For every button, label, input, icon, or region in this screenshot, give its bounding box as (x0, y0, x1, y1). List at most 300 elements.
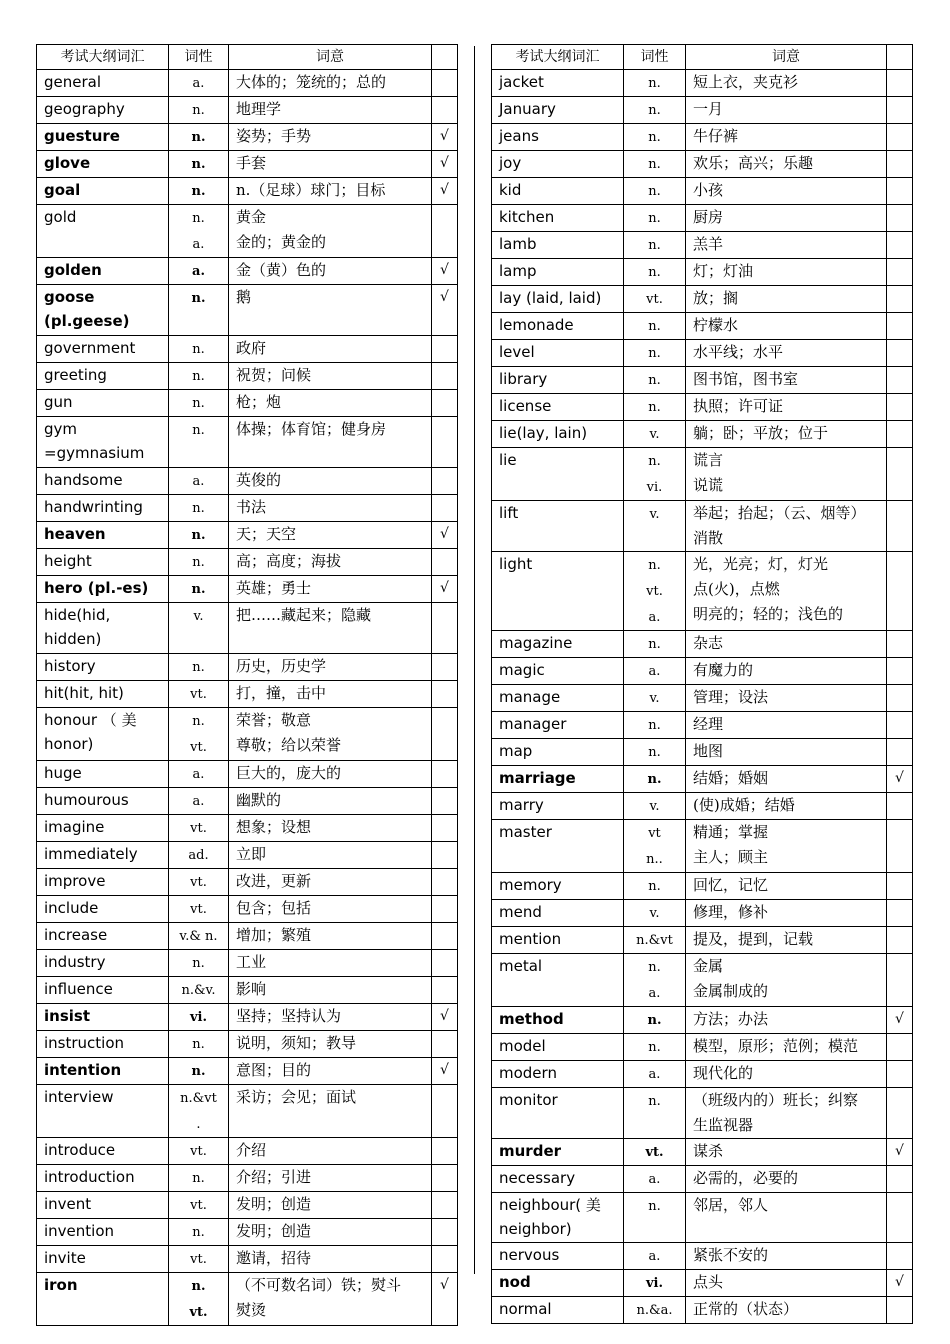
vocab-word: humourous (37, 788, 169, 815)
part-of-speech (169, 761, 229, 788)
checkmark (432, 896, 458, 923)
part-of-speech (624, 124, 686, 151)
vocab-word: January (492, 97, 624, 124)
part-of-speech (169, 1246, 229, 1273)
pos-line: v. (649, 906, 660, 921)
meaning (686, 124, 887, 151)
pos-line: n. (192, 1171, 205, 1186)
pos-line: n.. (646, 852, 663, 867)
table-row (37, 495, 458, 522)
meaning-line: 修理，修补 (693, 903, 769, 921)
vocab-word: magazine (492, 631, 624, 658)
table-row (492, 1166, 913, 1193)
table-row (37, 205, 458, 258)
table-row (492, 552, 913, 631)
meaning (686, 1061, 887, 1088)
pos-line: n. (191, 1064, 206, 1079)
meaning-line: 说明，须知；教导 (236, 1034, 357, 1052)
part-of-speech (624, 1061, 686, 1088)
meaning-line: 熨烫 (236, 1301, 267, 1319)
pos-line: n. (192, 423, 205, 438)
checkmark: √ (432, 285, 458, 336)
table-row (492, 1139, 913, 1166)
checkmark: √ (887, 1270, 913, 1297)
part-of-speech (169, 97, 229, 124)
pos-line: n. (648, 558, 661, 573)
table-row (37, 869, 458, 896)
checkmark (887, 1061, 913, 1088)
vocab-word: lift (492, 501, 624, 552)
table-row (37, 1085, 458, 1138)
meaning (686, 793, 887, 820)
meaning-line: 工业 (236, 953, 267, 971)
meaning-line: 枪；炮 (236, 393, 282, 411)
meaning (229, 869, 432, 896)
header-meaning: 词意 (686, 45, 887, 70)
meaning (686, 552, 887, 631)
meaning-line: 大体的；笼统的；总的 (236, 73, 387, 91)
pos-line: n.&vt (636, 933, 673, 948)
checkmark (432, 549, 458, 576)
part-of-speech (624, 501, 686, 552)
vocab-word: lie(lay, lain) (492, 421, 624, 448)
checkmark (432, 390, 458, 417)
meaning (229, 1004, 432, 1031)
meaning (229, 923, 432, 950)
part-of-speech (624, 685, 686, 712)
vocab-word: neighbour( 美 neighbor) (492, 1193, 624, 1243)
checkmark (432, 1031, 458, 1058)
meaning-line: 明亮的；轻的；浅色的 (693, 605, 844, 623)
meaning (229, 495, 432, 522)
pos-line: n. (647, 772, 662, 787)
part-of-speech (624, 954, 686, 1007)
part-of-speech (169, 1219, 229, 1246)
meaning (686, 900, 887, 927)
vocab-word: master (492, 820, 624, 873)
part-of-speech (169, 151, 229, 178)
pos-line: n. (648, 130, 661, 145)
pos-line: n.&v. (181, 983, 216, 998)
meaning (686, 712, 887, 739)
table-row (37, 950, 458, 977)
part-of-speech (169, 70, 229, 97)
vocab-word: imagine (37, 815, 169, 842)
meaning-line: 发明；创造 (236, 1195, 312, 1213)
meaning-line: 必需的，必要的 (693, 1169, 799, 1187)
meaning-line: 祝贺；问候 (236, 366, 312, 384)
pos-line: a. (192, 76, 205, 91)
part-of-speech (624, 313, 686, 340)
meaning-line: 巨大的，庞大的 (236, 764, 342, 782)
part-of-speech (624, 367, 686, 394)
meaning-line: 英俊的 (236, 471, 282, 489)
vocab-word: mend (492, 900, 624, 927)
checkmark (887, 448, 913, 501)
part-of-speech (624, 1007, 686, 1034)
pos-line: v. (193, 609, 204, 624)
table-row (37, 603, 458, 654)
vocab-word: intention (37, 1058, 169, 1085)
vocab-table-left (36, 44, 458, 1326)
meaning-line: 邀请，招待 (236, 1249, 312, 1267)
meaning-line: 介绍；引进 (236, 1168, 312, 1186)
pos-line: n.&a. (636, 1303, 673, 1318)
meaning-line: 意图；目的 (236, 1061, 312, 1079)
meaning-line: 短上衣，夹克衫 (693, 73, 799, 91)
vocab-word: goose (pl.geese) (37, 285, 169, 336)
meaning-line: 执照；许可证 (693, 397, 784, 415)
table-row (492, 70, 913, 97)
pos-line: n. (648, 400, 661, 415)
table-row (37, 576, 458, 603)
vocab-word: geography (37, 97, 169, 124)
pos-line: vi. (645, 1276, 664, 1291)
pos-line: n. (191, 130, 206, 145)
table-row (37, 896, 458, 923)
part-of-speech (624, 70, 686, 97)
table-row (37, 1058, 458, 1085)
table-row (37, 1031, 458, 1058)
meaning-line: 欢乐；高兴；乐趣 (693, 154, 814, 172)
pos-line: n. (648, 454, 661, 469)
vocab-word: introduction (37, 1165, 169, 1192)
checkmark (887, 685, 913, 712)
meaning (229, 1165, 432, 1192)
meaning (229, 178, 432, 205)
vocab-word: normal (492, 1297, 624, 1324)
part-of-speech (624, 97, 686, 124)
part-of-speech (624, 448, 686, 501)
pos-line: n. (648, 960, 661, 975)
vocab-word: hit(hit, hit) (37, 681, 169, 708)
vocab-word: gym =gymnasium (37, 417, 169, 468)
part-of-speech (169, 1273, 229, 1326)
table-row (37, 336, 458, 363)
checkmark (887, 151, 913, 178)
pos-line: vt. (646, 584, 663, 599)
checkmark (432, 681, 458, 708)
checkmark (887, 367, 913, 394)
checkmark: √ (432, 124, 458, 151)
table-row (492, 658, 913, 685)
pos-line: n. (648, 346, 661, 361)
meaning (229, 1138, 432, 1165)
pos-line: n. (648, 637, 661, 652)
checkmark: √ (432, 522, 458, 549)
pos-line: n. (648, 157, 661, 172)
table-row (37, 468, 458, 495)
meaning-line: 小孩 (693, 181, 724, 199)
vocab-word: model (492, 1034, 624, 1061)
checkmark (432, 977, 458, 1004)
meaning (229, 977, 432, 1004)
part-of-speech (169, 336, 229, 363)
pos-line: n. (192, 714, 205, 729)
checkmark: √ (432, 178, 458, 205)
checkmark (432, 468, 458, 495)
vocab-word: immediately (37, 842, 169, 869)
meaning-line: 改进，更新 (236, 872, 312, 890)
pos-line: n. (192, 1225, 205, 1240)
table-row (492, 1243, 913, 1270)
meaning-line: 尊敬；给以荣誉 (236, 736, 342, 754)
meaning (229, 390, 432, 417)
header-mark (432, 45, 458, 70)
table-row (492, 1061, 913, 1088)
table-row (37, 97, 458, 124)
meaning-line: 天；天空 (236, 525, 297, 543)
pos-line: n. (648, 879, 661, 894)
pos-line: n. (192, 396, 205, 411)
pos-line: a. (192, 264, 205, 279)
part-of-speech (624, 766, 686, 793)
meaning (686, 1166, 887, 1193)
meaning-line: 点(火)，点燃 (693, 580, 780, 598)
meaning (229, 417, 432, 468)
table-row (492, 739, 913, 766)
part-of-speech (624, 421, 686, 448)
table-row (37, 681, 458, 708)
pos-line: vt (648, 826, 661, 841)
meaning (229, 522, 432, 549)
meaning-line: 增加；繁殖 (236, 926, 312, 944)
vocab-word: gun (37, 390, 169, 417)
table-row (492, 97, 913, 124)
vocab-word: instruction (37, 1031, 169, 1058)
meaning (229, 205, 432, 258)
part-of-speech (624, 900, 686, 927)
checkmark (887, 1243, 913, 1270)
meaning (686, 820, 887, 873)
meaning (686, 1270, 887, 1297)
meaning-line: 邻居，邻人 (693, 1196, 769, 1214)
checkmark (432, 495, 458, 522)
header-pos: 词性 (624, 45, 686, 70)
part-of-speech (624, 793, 686, 820)
pos-line: n. (648, 265, 661, 280)
pos-line: vi. (189, 1010, 208, 1025)
header-meaning: 词意 (229, 45, 432, 70)
table-row (492, 205, 913, 232)
meaning-line: 把……藏起来；隐藏 (236, 606, 372, 624)
checkmark (887, 313, 913, 340)
vocab-word: light (492, 552, 624, 631)
part-of-speech (169, 842, 229, 869)
vocab-word: monitor (492, 1088, 624, 1139)
meaning-line: （班级内的）班长；纠察 (693, 1091, 859, 1109)
meaning (229, 124, 432, 151)
vocab-word: insist (37, 1004, 169, 1031)
table-row (492, 340, 913, 367)
meaning (686, 232, 887, 259)
part-of-speech (169, 1085, 229, 1138)
vocab-word: license (492, 394, 624, 421)
meaning-line: 点头 (693, 1273, 724, 1291)
table-row (37, 1273, 458, 1326)
part-of-speech (624, 394, 686, 421)
part-of-speech (624, 552, 686, 631)
part-of-speech (169, 869, 229, 896)
meaning-line: 结婚；婚姻 (693, 769, 769, 787)
meaning (229, 1273, 432, 1326)
table-row (37, 1219, 458, 1246)
meaning (686, 1139, 887, 1166)
checkmark (887, 259, 913, 286)
meaning-line: 模型，原形；范例；模范 (693, 1037, 859, 1055)
meaning (229, 258, 432, 285)
vocab-word: guesture (37, 124, 169, 151)
part-of-speech (169, 1031, 229, 1058)
pos-line: vt. (190, 875, 207, 890)
vocab-word: method (492, 1007, 624, 1034)
vocab-word: huge (37, 761, 169, 788)
checkmark (887, 900, 913, 927)
checkmark: √ (887, 1007, 913, 1034)
part-of-speech (624, 873, 686, 900)
part-of-speech (624, 658, 686, 685)
checkmark (887, 1166, 913, 1193)
meaning (229, 1031, 432, 1058)
vocab-word: metal (492, 954, 624, 1007)
meaning-line: 金的；黄金的 (236, 233, 327, 251)
vocab-word: invention (37, 1219, 169, 1246)
meaning-line: 放；搁 (693, 289, 739, 307)
pos-line: n. (648, 1199, 661, 1214)
pos-line: vt. (190, 821, 207, 836)
meaning (229, 603, 432, 654)
vocab-word: joy (492, 151, 624, 178)
header-word: 考试大纲词汇 (492, 45, 624, 70)
meaning-line: (使)成婚；结婚 (693, 796, 795, 814)
meaning (229, 654, 432, 681)
checkmark (432, 1085, 458, 1138)
vocab-word: include (37, 896, 169, 923)
meaning-line: 介绍 (236, 1141, 267, 1159)
part-of-speech (169, 603, 229, 654)
meaning-line: 英雄；勇士 (236, 579, 312, 597)
table-row (492, 766, 913, 793)
pos-line: vt. (645, 1145, 664, 1160)
vocab-word: marriage (492, 766, 624, 793)
checkmark (887, 421, 913, 448)
part-of-speech (624, 820, 686, 873)
table-row (37, 761, 458, 788)
vocab-word: glove (37, 151, 169, 178)
table-row (492, 501, 913, 552)
part-of-speech (624, 927, 686, 954)
vocab-word: manage (492, 685, 624, 712)
meaning-line: 柠檬水 (693, 316, 739, 334)
meaning (686, 501, 887, 552)
vocab-word: honour （ 美 honor) (37, 708, 169, 761)
meaning-line: 金（黄）色的 (236, 261, 327, 279)
meaning-line: 消散 (693, 529, 724, 547)
pos-line: vt. (190, 1252, 207, 1267)
vocab-word: jacket (492, 70, 624, 97)
meaning (686, 97, 887, 124)
table-row (492, 1270, 913, 1297)
table-header-row (492, 45, 913, 70)
vocab-word: manager (492, 712, 624, 739)
part-of-speech (169, 923, 229, 950)
meaning (229, 815, 432, 842)
table-row (492, 873, 913, 900)
part-of-speech (624, 1243, 686, 1270)
pos-line: n. (647, 1013, 662, 1028)
checkmark: √ (432, 1004, 458, 1031)
meaning (229, 336, 432, 363)
vocab-word: height (37, 549, 169, 576)
checkmark (432, 788, 458, 815)
pos-line: a. (648, 1249, 661, 1264)
table-row (37, 178, 458, 205)
vocab-word: history (37, 654, 169, 681)
meaning (686, 873, 887, 900)
meaning (229, 896, 432, 923)
checkmark (887, 178, 913, 205)
checkmark (432, 417, 458, 468)
part-of-speech (624, 1297, 686, 1324)
part-of-speech (624, 340, 686, 367)
part-of-speech (169, 363, 229, 390)
checkmark (887, 97, 913, 124)
table-row (37, 788, 458, 815)
checkmark (887, 712, 913, 739)
meaning-line: 回忆，记忆 (693, 876, 769, 894)
meaning (229, 97, 432, 124)
meaning (229, 842, 432, 869)
checkmark: √ (887, 1139, 913, 1166)
part-of-speech (624, 259, 686, 286)
meaning-line: 包含；包括 (236, 899, 312, 917)
table-row (492, 1297, 913, 1324)
meaning (686, 1193, 887, 1243)
vocab-word: heaven (37, 522, 169, 549)
table-row (37, 285, 458, 336)
table-row (37, 124, 458, 151)
meaning (686, 954, 887, 1007)
pos-line: n. (192, 956, 205, 971)
vocab-word: increase (37, 923, 169, 950)
meaning-line: 采访；会见；面试 (236, 1088, 357, 1106)
meaning (686, 259, 887, 286)
vocab-word: industry (37, 950, 169, 977)
vocab-word: hero (pl.-es) (37, 576, 169, 603)
table-row (37, 151, 458, 178)
pos-line: n. (648, 1094, 661, 1109)
meaning-line: 灯；灯油 (693, 262, 754, 280)
meaning (229, 1085, 432, 1138)
table-row (492, 820, 913, 873)
pos-line: vt. (190, 740, 207, 755)
table-row (37, 1138, 458, 1165)
part-of-speech (624, 712, 686, 739)
table-row (492, 394, 913, 421)
vocab-word: kid (492, 178, 624, 205)
meaning-line: 谎言 (693, 451, 724, 469)
meaning-line: 有魔力的 (693, 661, 754, 679)
checkmark (887, 793, 913, 820)
part-of-speech (169, 654, 229, 681)
part-of-speech (624, 232, 686, 259)
checkmark (432, 869, 458, 896)
checkmark: √ (432, 1058, 458, 1085)
pos-line: n. (191, 582, 206, 597)
checkmark (887, 1088, 913, 1139)
meaning (229, 708, 432, 761)
header-pos: 词性 (169, 45, 229, 70)
